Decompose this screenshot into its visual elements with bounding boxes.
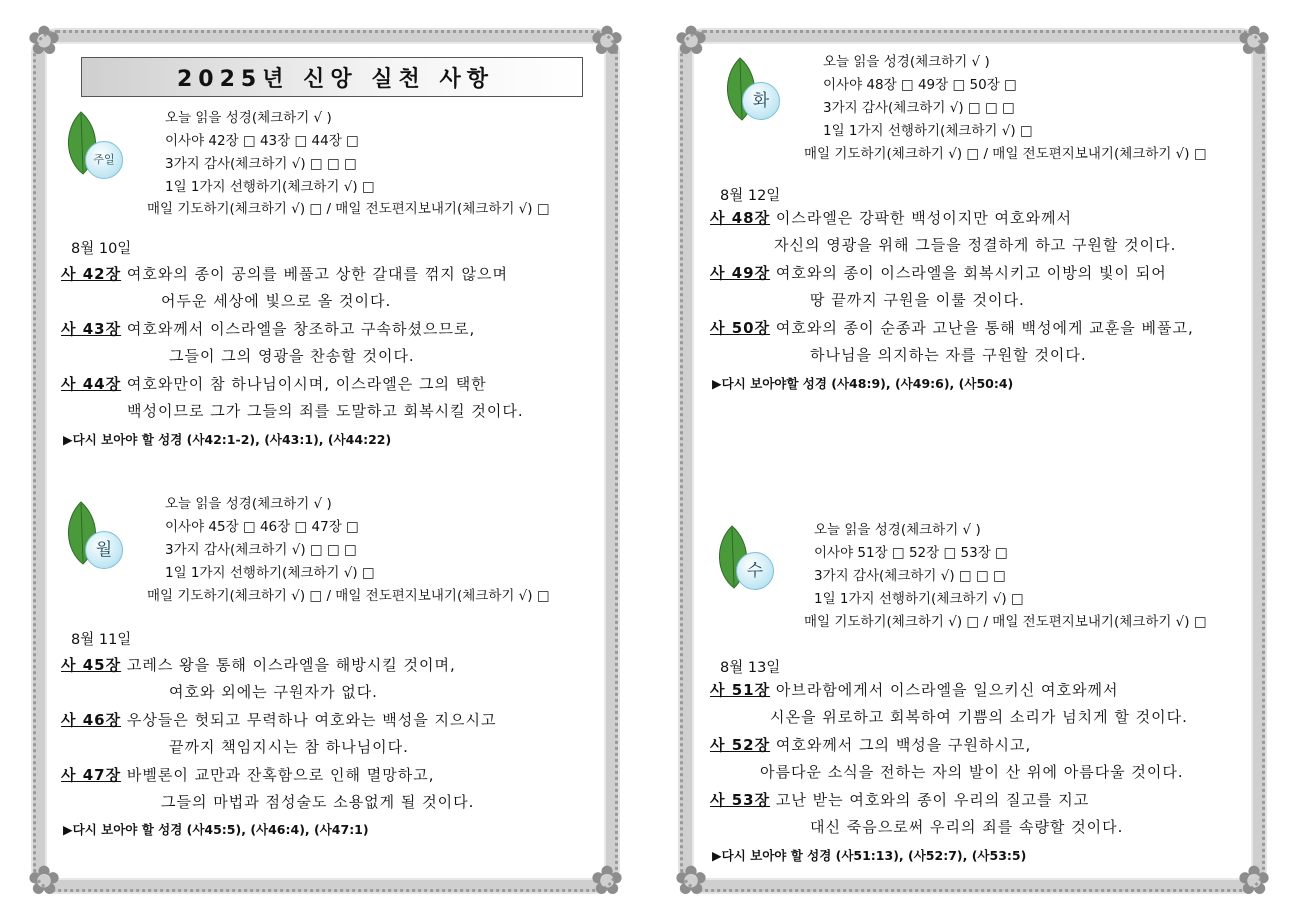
flower-ornament-icon: ✿ xyxy=(1237,858,1271,904)
right-page xyxy=(674,18,1271,904)
chapter-summary: 사 44장 여호와만이 참 하나님이시며, 이스라엘은 그의 택한 xyxy=(61,375,487,393)
flower-ornament-icon: ✿ xyxy=(1237,18,1271,64)
chapter-ref: 사 47장 xyxy=(61,766,122,784)
chapter-summary: 사 49장 여호와의 종이 이스라엘을 회복시키고 이방의 빛이 되어 xyxy=(710,264,1167,282)
chapter-summary-cont: 백성이므로 그가 그들의 죄를 도말하고 회복시킬 것이다. xyxy=(127,402,524,420)
day-badge: 화 xyxy=(742,82,780,120)
chapter-ref: 사 43장 xyxy=(61,320,122,338)
entry-date: 8월 10일 xyxy=(71,241,132,257)
day-badge: 주일 xyxy=(85,141,123,179)
day-badge: 수 xyxy=(736,552,774,590)
thanks-checklist[interactable]: 3가지 감사(체크하기 √) □ □ □ xyxy=(165,542,357,558)
chapter-summary: 사 48장 이스라엘은 강팍한 백성이지만 여호와께서 xyxy=(710,209,1072,227)
chapter-summary: 사 53장 고난 받는 여호와의 종이 우리의 질고를 지고 xyxy=(710,791,1090,809)
chapter-summary-cont: 그들이 그의 영광을 찬송할 것이다. xyxy=(169,347,415,365)
chapter-ref: 사 53장 xyxy=(710,791,771,809)
chapters-checklist[interactable]: 이사야 45장 □ 46장 □ 47장 □ xyxy=(165,519,359,535)
chapter-ref: 사 45장 xyxy=(61,656,122,674)
chapter-summary-cont: 자신의 영광을 위해 그들을 정결하게 하고 구원할 것이다. xyxy=(774,236,1177,254)
chapter-summary-cont: 어두운 세상에 빛으로 올 것이다. xyxy=(161,292,392,310)
review-verses: ▶다시 보아야 할 성경 (사42:1-2), (사43:1), (사44:22) xyxy=(63,432,392,447)
day-section-sunday xyxy=(33,100,618,480)
chapter-summary: 사 50장 여호와의 종이 순종과 고난을 통해 백성에게 교훈을 베풀고, xyxy=(710,319,1194,337)
chapter-ref: 사 51장 xyxy=(710,681,771,699)
good-deed-checklist[interactable]: 1일 1가지 선행하기(체크하기 √) □ xyxy=(165,565,375,581)
day-section-tuesday xyxy=(680,46,1265,426)
chapter-summary: 사 42장 여호와의 종이 공의를 베풀고 상한 갈대를 꺾지 않으며 xyxy=(61,265,509,283)
good-deed-checklist[interactable]: 1일 1가지 선행하기(체크하기 √) □ xyxy=(814,591,1024,607)
day-badge: 월 xyxy=(85,531,123,569)
chapters-checklist[interactable]: 이사야 42장 □ 43장 □ 44장 □ xyxy=(165,133,359,149)
flower-ornament-icon: ✿ xyxy=(674,858,708,904)
entry-date: 8월 11일 xyxy=(71,632,132,648)
chapter-summary-cont: 여호와 외에는 구원자가 없다. xyxy=(169,683,378,701)
left-page xyxy=(27,18,624,904)
thanks-checklist[interactable]: 3가지 감사(체크하기 √) □ □ □ xyxy=(823,100,1015,116)
chapter-ref: 사 46장 xyxy=(61,711,122,729)
entry-date: 8월 13일 xyxy=(720,660,781,676)
chapters-checklist[interactable]: 이사야 51장 □ 52장 □ 53장 □ xyxy=(814,545,1008,561)
chapter-summary: 사 47장 바벨론이 교만과 잔혹함으로 인해 멸망하고, xyxy=(61,766,435,784)
chapter-summary-cont: 그들의 마법과 점성술도 소용없게 될 것이다. xyxy=(161,793,475,811)
review-verses: ▶다시 보아야 할 성경 (사51:13), (사52:7), (사53:5) xyxy=(712,848,1027,863)
thanks-checklist[interactable]: 3가지 감사(체크하기 √) □ □ □ xyxy=(814,568,1006,584)
review-verses: ▶다시 보아야 할 성경 (사45:5), (사46:4), (사47:1) xyxy=(63,822,369,837)
reading-check-label: 오늘 읽을 성경(체크하기 √ ) xyxy=(165,110,332,126)
day-section-wednesday xyxy=(680,516,1265,886)
daily-checklist[interactable]: 매일 기도하기(체크하기 √) □ / 매일 전도편지보내기(체크하기 √) □ xyxy=(804,146,1207,162)
reading-check-label: 오늘 읽을 성경(체크하기 √ ) xyxy=(165,496,332,512)
chapter-summary: 사 46장 우상들은 헛되고 무력하나 여호와는 백성을 지으시고 xyxy=(61,711,497,729)
good-deed-checklist[interactable]: 1일 1가지 선행하기(체크하기 √) □ xyxy=(823,123,1033,139)
chapter-summary: 사 51장 아브라함에게서 이스라엘을 일으키신 여호와께서 xyxy=(710,681,1119,699)
chapters-checklist[interactable]: 이사야 48장 □ 49장 □ 50장 □ xyxy=(823,77,1017,93)
day-section-monday xyxy=(33,490,618,870)
chapter-summary-cont: 대신 죽음으로써 우리의 죄를 속량할 것이다. xyxy=(810,818,1124,836)
flower-ornament-icon: ✿ xyxy=(27,858,61,904)
daily-checklist[interactable]: 매일 기도하기(체크하기 √) □ / 매일 전도편지보내기(체크하기 √) □ xyxy=(147,201,550,217)
reading-check-label: 오늘 읽을 성경(체크하기 √ ) xyxy=(823,54,990,70)
review-verses: ▶다시 보아야할 성경 (사48:9), (사49:6), (사50:4) xyxy=(712,376,1014,391)
page-title: 2025년 신앙 실천 사항 xyxy=(177,67,494,92)
reading-check-label: 오늘 읽을 성경(체크하기 √ ) xyxy=(814,522,981,538)
chapter-summary-cont: 시온을 위로하고 회복하여 기쁨의 소리가 넘치게 할 것이다. xyxy=(770,708,1188,726)
chapter-summary: 사 43장 여호와께서 이스라엘을 창조하고 구속하셨으므로, xyxy=(61,320,476,338)
entry-date: 8월 12일 xyxy=(720,188,781,204)
daily-checklist[interactable]: 매일 기도하기(체크하기 √) □ / 매일 전도편지보내기(체크하기 √) □ xyxy=(147,588,550,604)
chapter-ref: 사 42장 xyxy=(61,265,122,283)
flower-ornament-icon: ✿ xyxy=(674,18,708,64)
chapter-ref: 사 50장 xyxy=(710,319,771,337)
chapter-ref: 사 52장 xyxy=(710,736,771,754)
page-title-banner xyxy=(81,57,583,97)
chapter-ref: 사 49장 xyxy=(710,264,771,282)
chapter-summary: 사 45장 고레스 왕을 통해 이스라엘을 해방시킬 것이며, xyxy=(61,656,456,674)
chapter-summary-cont: 땅 끝까지 구원을 이룰 것이다. xyxy=(810,291,1025,309)
chapter-ref: 사 44장 xyxy=(61,375,122,393)
flower-ornament-icon: ✿ xyxy=(27,18,61,64)
chapter-summary-cont: 끝까지 책임지시는 참 하나님이다. xyxy=(169,738,409,756)
daily-checklist[interactable]: 매일 기도하기(체크하기 √) □ / 매일 전도편지보내기(체크하기 √) □ xyxy=(804,614,1207,630)
good-deed-checklist[interactable]: 1일 1가지 선행하기(체크하기 √) □ xyxy=(165,179,375,195)
flower-ornament-icon: ✿ xyxy=(590,858,624,904)
chapter-ref: 사 48장 xyxy=(710,209,771,227)
flower-ornament-icon: ✿ xyxy=(590,18,624,64)
chapter-summary-cont: 아름다운 소식을 전하는 자의 발이 산 위에 아름다울 것이다. xyxy=(760,763,1184,781)
chapter-summary: 사 52장 여호와께서 그의 백성을 구원하시고, xyxy=(710,736,1032,754)
chapter-summary-cont: 하나님을 의지하는 자를 구원할 것이다. xyxy=(810,346,1087,364)
thanks-checklist[interactable]: 3가지 감사(체크하기 √) □ □ □ xyxy=(165,156,357,172)
